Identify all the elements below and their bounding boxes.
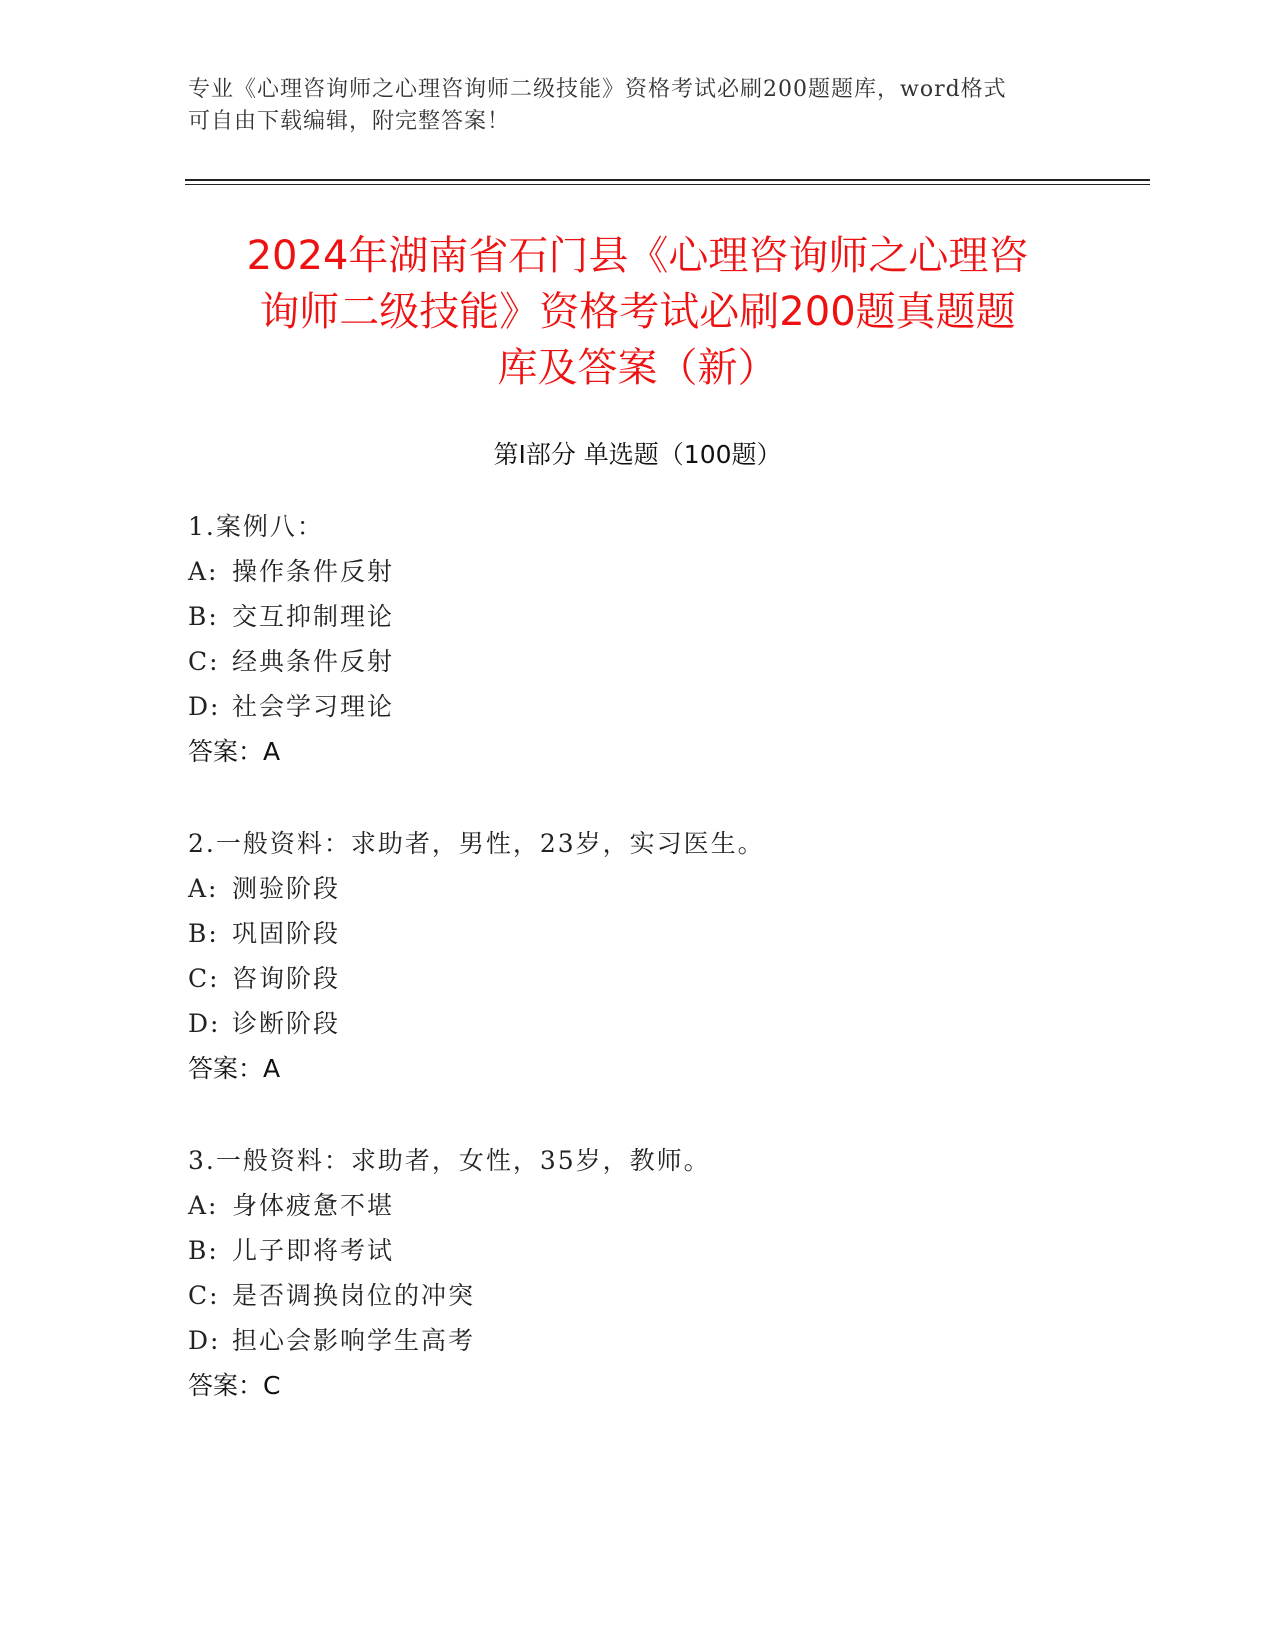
header-note-line2: 可自由下载编辑，附完整答案！ xyxy=(188,109,511,134)
option-key: D: xyxy=(188,1009,221,1038)
answer: 答案：A xyxy=(188,737,281,766)
answer: 答案：C xyxy=(188,1371,281,1400)
question-1 xyxy=(188,504,1088,774)
question-stem: 1.案例八： xyxy=(188,512,324,541)
option-a xyxy=(188,549,1088,594)
document-title-line3: 库及答案（新） xyxy=(497,345,778,391)
option-text: 诊断阶段 xyxy=(232,1009,341,1038)
header-divider-thick xyxy=(185,179,1150,181)
header-note xyxy=(188,74,1068,138)
option-text: 经典条件反射 xyxy=(232,647,395,676)
option-b xyxy=(188,1228,1088,1273)
option-b xyxy=(188,911,1088,956)
option-text: 巩固阶段 xyxy=(232,919,341,948)
option-key: C: xyxy=(188,647,220,676)
option-text: 社会学习理论 xyxy=(232,692,395,721)
option-a xyxy=(188,1183,1088,1228)
option-text: 儿子即将考试 xyxy=(232,1236,395,1265)
answer: 答案：A xyxy=(188,1054,281,1083)
option-text: 身体疲惫不堪 xyxy=(232,1191,395,1220)
option-key: A: xyxy=(188,1191,219,1220)
document-title-line1: 2024年湖南省石门县《心理咨询师之心理咨 xyxy=(246,233,1029,279)
option-key: C: xyxy=(188,1281,220,1310)
option-key: D: xyxy=(188,1326,221,1355)
option-key: A: xyxy=(188,557,219,586)
document-title xyxy=(150,228,1125,396)
question-2 xyxy=(188,821,1088,1091)
option-text: 操作条件反射 xyxy=(232,557,395,586)
option-key: A: xyxy=(188,874,219,903)
question-stem: 2.一般资料：求助者，男性，23岁，实习医生。 xyxy=(188,829,765,858)
header-note-line1: 专业《心理咨询师之心理咨询师二级技能》资格考试必刷200题题库，word格式 xyxy=(188,77,1007,102)
section-heading: 第Ⅰ部分 单选题（100题） xyxy=(493,440,782,469)
option-c xyxy=(188,1273,1088,1318)
option-key: B: xyxy=(188,1236,219,1265)
option-d xyxy=(188,1001,1088,1046)
option-text: 咨询阶段 xyxy=(232,964,341,993)
option-a xyxy=(188,866,1088,911)
document-title-line2: 询师二级技能》资格考试必刷200题真题题 xyxy=(259,289,1016,335)
option-text: 是否调换岗位的冲突 xyxy=(232,1281,476,1310)
option-key: D: xyxy=(188,692,221,721)
option-b xyxy=(188,594,1088,639)
option-key: B: xyxy=(188,919,219,948)
option-key: B: xyxy=(188,602,219,631)
question-stem: 3.一般资料：求助者，女性，35岁，教师。 xyxy=(188,1146,711,1175)
option-key: C: xyxy=(188,964,220,993)
question-3 xyxy=(188,1138,1088,1408)
option-c xyxy=(188,956,1088,1001)
option-d xyxy=(188,1318,1088,1363)
option-d xyxy=(188,684,1088,729)
option-text: 交互抑制理论 xyxy=(232,602,395,631)
header-divider-thin xyxy=(185,184,1150,185)
option-text: 担心会影响学生高考 xyxy=(232,1326,476,1355)
option-text: 测验阶段 xyxy=(232,874,341,903)
option-c xyxy=(188,639,1088,684)
